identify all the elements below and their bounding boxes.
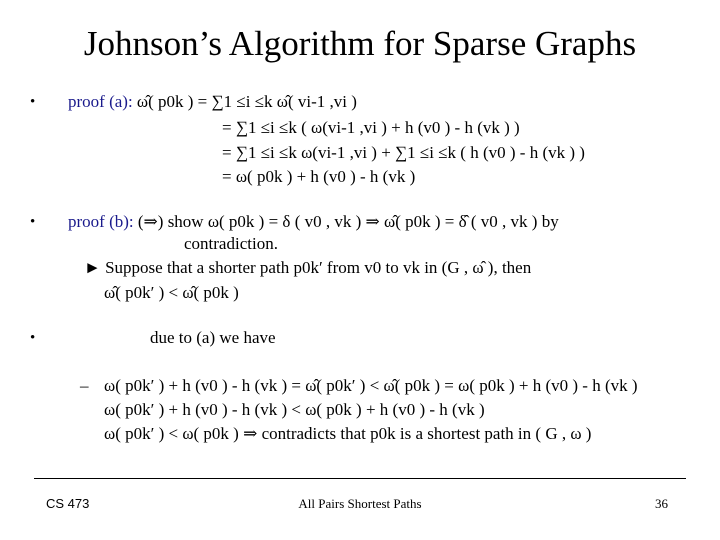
proof-b-label: proof (b): bbox=[68, 212, 134, 231]
proof-a-label: proof (a): bbox=[68, 92, 133, 111]
proof-b-row bbox=[68, 212, 559, 232]
sub-line-1: ω( p0k′ ) + h (v0 ) - h (vk ) = ω̂( p0k′ ) < ω̂( p0k ) = ω( p0k ) + h (v0 ) - h (vk ) bbox=[104, 376, 638, 395]
bullet-2: • bbox=[30, 214, 36, 230]
footer-topic: All Pairs Shortest Paths bbox=[298, 496, 422, 511]
footer-divider bbox=[34, 478, 686, 479]
sub-line-3: ω( p0k′ ) < ω( p0k ) ⇒ contradicts that p0k is a shortest path in ( G , ω ) bbox=[104, 424, 592, 443]
sub-dash: – bbox=[80, 376, 89, 395]
bullet-3: • bbox=[30, 330, 36, 346]
proof-b-line-3: ► Suppose that a shorter path p0k′ from v0 to vk in (G , ω̂ ), then bbox=[84, 258, 532, 277]
slide-title: Johnson’s Algorithm for Sparse Graphs bbox=[83, 24, 637, 63]
proof-b-line-2: contradiction. bbox=[184, 234, 278, 253]
proof-a-line-1: ω̂( p0k ) = ∑1 ≤i ≤k ω̂( vi-1 ,vi ) bbox=[136, 92, 357, 111]
proof-a-row bbox=[68, 92, 357, 112]
proof-a-line-3: = ∑1 ≤i ≤k ω(vi-1 ,vi ) + ∑1 ≤i ≤k ( h (v0 ) - h (vk ) ) bbox=[222, 143, 585, 162]
footer-page-number: 36 bbox=[655, 496, 668, 511]
proof-b-line-1: (⇒) show ω( p0k ) = δ ( v0 , vk ) ⇒ ω̂( p0k ) = δ̂ ( v0 , vk ) by bbox=[137, 212, 559, 231]
bullet-1: • bbox=[30, 94, 36, 110]
sub-line-2: ω( p0k′ ) + h (v0 ) - h (vk ) < ω( p0k ) + h (v0 ) - h (vk ) bbox=[104, 400, 485, 419]
footer-course: CS 473 bbox=[46, 496, 90, 511]
proof-b-line-4: ω̂( p0k′ ) < ω̂( p0k ) bbox=[104, 283, 239, 302]
proof-a-line-2: = ∑1 ≤i ≤k ( ω(vi-1 ,vi ) + h (v0 ) - h (vk ) ) bbox=[222, 118, 520, 137]
point-3-text: due to (a) we have bbox=[150, 328, 276, 347]
proof-a-line-4: = ω( p0k ) + h (v0 ) - h (vk ) bbox=[222, 167, 416, 186]
